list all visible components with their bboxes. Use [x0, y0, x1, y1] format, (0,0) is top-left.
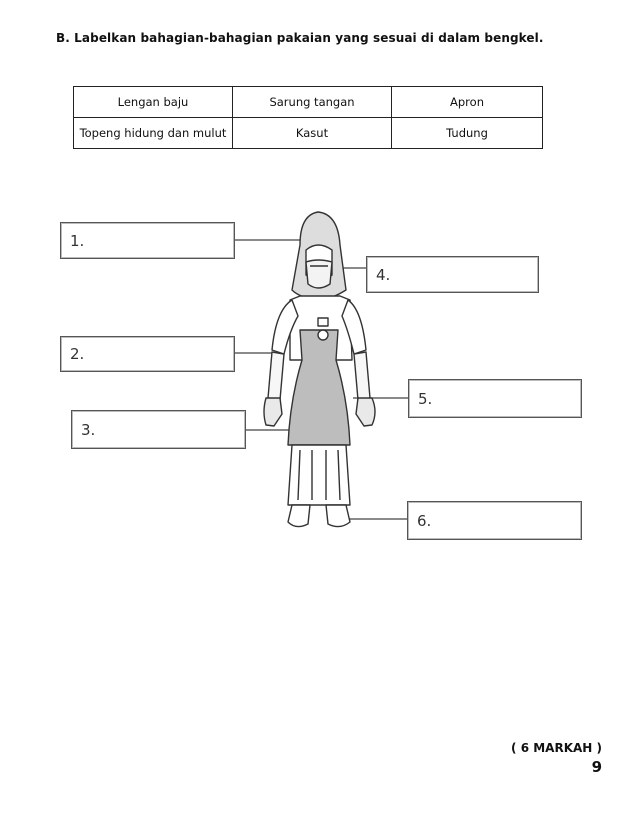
marks-text: ( 6 MARKAH )	[511, 741, 602, 755]
label-box-2[interactable]	[60, 336, 235, 372]
word-bank-cell: Tudung	[392, 118, 543, 149]
label-number: 1.	[70, 231, 85, 250]
label-box-1[interactable]	[60, 222, 235, 259]
label-box-5[interactable]	[408, 379, 582, 418]
label-number: 2.	[70, 345, 85, 363]
label-box-4[interactable]	[366, 256, 539, 293]
page-number: 9	[591, 758, 602, 776]
word-bank-cell: Lengan baju	[74, 87, 233, 118]
word-bank-cell: Topeng hidung dan mulut	[74, 118, 233, 149]
label-number: 5.	[418, 389, 433, 408]
word-bank-cell: Apron	[392, 87, 543, 118]
label-number: 6.	[417, 511, 432, 530]
label-box-3[interactable]	[71, 410, 246, 449]
word-bank-cell: Sarung tangan	[233, 87, 392, 118]
word-bank-cell: Kasut	[233, 118, 392, 149]
instruction-text: B. Labelkan bahagian-bahagian pakaian yang sesuai di dalam bengkel.	[56, 31, 544, 45]
label-box-6[interactable]	[407, 501, 582, 540]
label-number: 4.	[376, 265, 391, 284]
worker-figure	[264, 212, 375, 527]
label-number: 3.	[81, 420, 96, 439]
